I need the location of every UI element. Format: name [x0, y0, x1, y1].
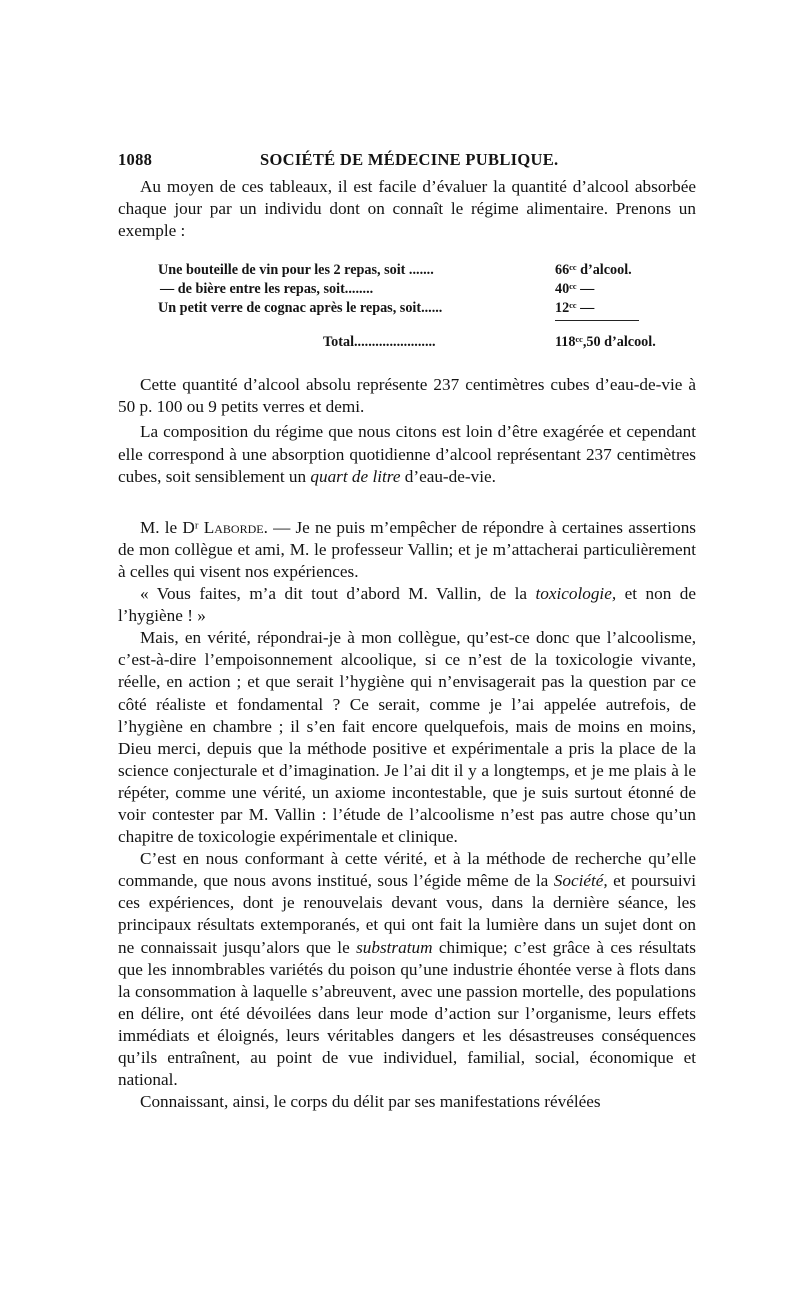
- text-run: chimique; c’est grâce à ces résultats que les innombrables variétés du poison qu’une industrie éhontée verse à flots dans la consommation à laquelle s’abreuvent, avec une passion mortelle, des populations en délire, ont été dévoilées dans leur mode d’action sur l’organisme, leurs effets immédiats et éloignés, leurs véritables dangers et les désastreuses conséquences qu’ils entraînent, au point de vue individuel, familial, social, économique et national.: [118, 937, 697, 1090]
- text-run: — Je ne puis m’empêcher de répondre à certaines assertions de mon collègue et ami, M. le professeur Vallin; et je m’attacherai particulièrement à celles qui visent nos expériences.: [118, 517, 696, 581]
- text-run: « Vous faites, m’a dit tout d’abord M. Vallin, de la: [140, 584, 536, 604]
- table-row: [118, 300, 696, 320]
- paragraph-7: Connaissant, ainsi, le corps du délit par ses manifestations révélées: [140, 1092, 601, 1112]
- speaker-name: Laborde.: [203, 517, 268, 537]
- table-total-row: [118, 334, 696, 354]
- paragraph-2: [118, 421, 696, 487]
- text-run: La composition du régime que nous citons est loin d’être exagérée et cependant elle correspond à une absorption quotidienne d’alcool représentant 237 centimètres cubes, soit sensiblement un: [118, 422, 696, 486]
- paragraph-6: [118, 848, 696, 1091]
- text-run: et non de l’hygiène ! »: [118, 584, 696, 626]
- text-run: M. le Dʳ: [140, 517, 204, 537]
- table-row-label: Un petit verre de cognac après le repas, soit......: [158, 300, 443, 317]
- page-content: [118, 150, 696, 1113]
- table-row-value: 66ᶜᶜ d’alcool.: [555, 262, 632, 279]
- text-run: C’est en nous conformant à cette vérité, et à la méthode de recherche qu’elle commande, que nous avons institué, sous l’égide même de la: [118, 849, 696, 891]
- italic-run: toxicologie,: [535, 584, 617, 604]
- paragraph-laborde: [118, 517, 696, 583]
- total-label: Total.......................: [323, 334, 436, 351]
- table-row: [118, 262, 696, 282]
- table-row-label: — de bière entre les repas, soit........: [160, 281, 374, 298]
- total-rule: [555, 320, 639, 321]
- table-row-label: Une bouteille de vin pour les 2 repas, soit .......: [158, 262, 434, 279]
- paragraph-1: Cette quantité d’alcool absolu représente 237 centimètres cubes d’eau-de-vie à 50 p. 100 ou 9 petits verres et demi.: [118, 375, 696, 417]
- table-row-value: 12ᶜᶜ —: [555, 300, 595, 317]
- page-number: 1088: [118, 150, 153, 169]
- italic-run: quart de litre: [310, 466, 401, 486]
- text-run: d’eau-de-vie.: [400, 466, 496, 486]
- total-value: 118ᶜᶜ,50 d’alcool.: [555, 334, 656, 351]
- paragraph-quote: [118, 583, 696, 627]
- alcohol-table: [118, 262, 696, 374]
- table-row: [118, 281, 696, 301]
- text-run: et poursuivi ces expériences, dont je renouvelais devant vous, dans la dernière séance, les principaux résultats extemporanés, et qui ont fait la lumière dans un sujet dont on ne connaissait jusqu’alors que le: [118, 871, 696, 957]
- running-title: SOCIÉTÉ DE MÉDECINE PUBLIQUE.: [260, 150, 559, 169]
- italic-run: Société,: [553, 871, 608, 891]
- paragraph-5: Mais, en vérité, répondrai-je à mon collègue, qu’est-ce donc que l’alcoolisme, c’est-à-dire l’empoisonnement alcoolique, si ce n’est de la toxicologie vivante, réelle, en action ; et que serait l’hygiène qui n’envisagerait pas la question par ce côté réaliste et fondamental ? Ce serait, comme je l’ai appelée autrefois, de l’hygiène en chambre ; il s’en fait encore quelquefois, mais de moins en moins, Dieu merci, depuis que la méthode positive et expérimentale a pris la place de la science conjecturale et d’imagination. Je l’ai dit il y a longtemps, et je me plais à le répéter, comme une vérité, un axiome incontestable, que je suis surtout étonné de voir contester par M. Vallin : l’étude de l’alcoolisme n’est pas autre chose qu’un chapitre de toxicologie expérimentale et clinique.: [118, 628, 696, 847]
- table-row-value: 40ᶜᶜ —: [555, 281, 595, 298]
- running-header: [118, 150, 696, 176]
- intro-paragraph: Au moyen de ces tableaux, il est facile d’évaluer la quantité d’alcool absorbée chaque jour par un individu dont on connaît le régime alimentaire. Prenons un exemple :: [118, 177, 696, 241]
- italic-run: substratum: [356, 937, 433, 957]
